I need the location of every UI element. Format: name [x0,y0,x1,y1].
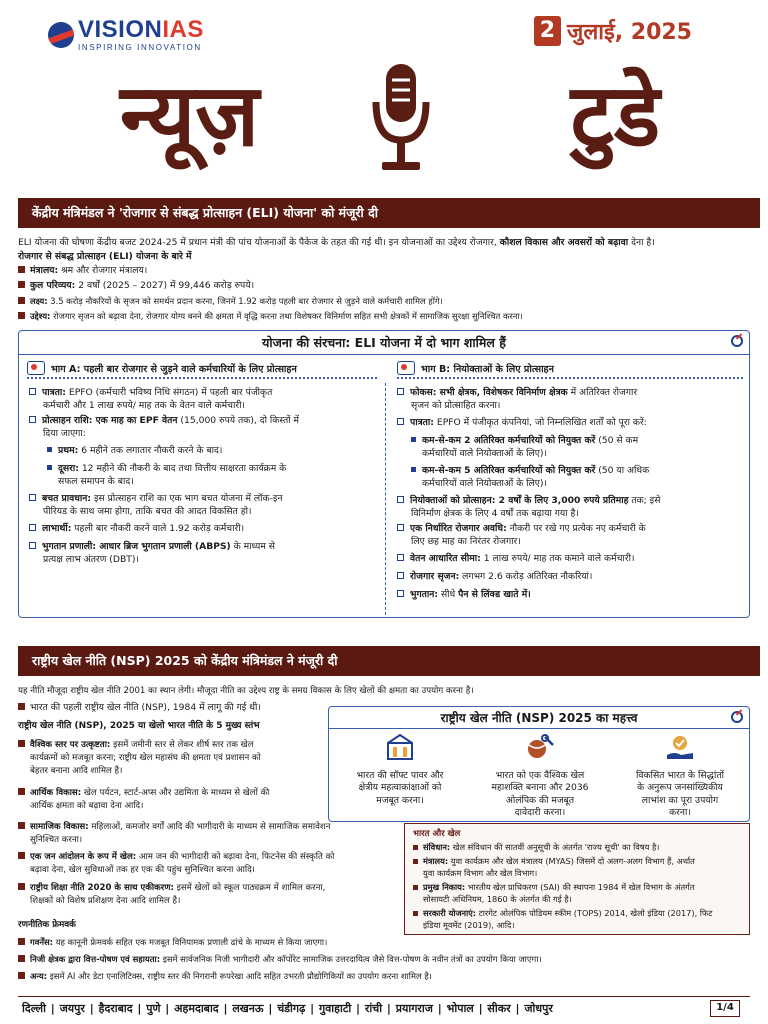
eli-point-text: 2 वर्षों (2025 – 2027) में 99,446 करोड़ रुपये। [75,280,255,291]
info-item [413,856,743,879]
part-b-item-text: (50 से कम [595,435,639,446]
date-day: 2 [534,16,561,46]
nsp-framework-item [18,952,750,966]
masthead [120,56,660,176]
nsp-framework-item [18,935,750,949]
info-item-text: युवा कार्यक्रम और खेल मंत्रालय (MYAS) जिसमें दो अलग-अलग विभाग हैं, अर्थात [448,856,695,866]
bullet-box-icon [29,494,36,501]
nsp-importance-text: के अनुरूप जनसांख्यिकीय [637,782,723,793]
part-b-item [397,387,745,412]
employees-icon [27,361,45,375]
part-b-item [397,571,745,584]
bullet-box-icon [29,542,36,549]
bullet-square-icon [18,955,25,962]
part-a-item-text2: प्रत्यक्ष लाभ अंतरण (DBT)। [43,553,139,565]
bullet-box-icon [397,418,404,425]
nsp-pillar-text: महिलाओं, कमजोर वर्गों आदि की भागीदारी के माध्यम से सामाजिक समावेशन [88,822,331,832]
nsp-section-title: राष्ट्रीय खेल नीति (NSP) 2025 को केंद्रीय मंत्रिमंडल ने मंजूरी दी [18,646,750,676]
bullet-square-icon [18,883,25,890]
bullet-square-icon [413,885,418,890]
microphone-icon [368,58,434,176]
nsp-pillar [18,787,324,813]
logo-tagline: INSPIRING INNOVATION [78,43,202,52]
employer-icon [397,361,415,375]
page-footer [18,996,750,1018]
part-a-item-text: इस प्रोत्साहन राशि का एक भाग बचत योजना में लॉक-इन [91,493,283,504]
part-a-item [29,541,381,566]
masthead-left-word: न्यूज़ [120,66,260,166]
info-item [413,908,743,931]
sports-ball-icon [525,733,555,761]
info-item-text2: सोसायटी अधिनियम, 1860 के अंतर्गत की गई है। [423,893,572,904]
nsp-first-point [18,701,324,715]
bullet-square-icon [18,788,25,795]
info-item-label: संविधान: [423,842,451,852]
part-b-item-text2: कर्मचारियों वाले नियोक्ताओं के लिए)। [422,477,547,489]
eli-point [18,264,750,278]
part-b-heading-text: भाग B: नियोक्ताओं के लिए प्रोत्साहन [421,364,554,375]
nsp-pillar [18,821,404,847]
eli-structure-title: योजना की संरचना: ELI योजना में दो भाग शामिल हैं [19,331,749,355]
nsp-first-point-text: भारत की पहली राष्ट्रीय खेल नीति (NSP), 1984 में लागू की गई थी। [30,702,261,713]
date-month-year: जुलाई, 2025 [567,20,692,45]
nsp-importance-text: करना। [669,807,691,818]
part-a-subitem [47,445,381,458]
part-b-subitem [411,465,745,490]
eli-point [18,279,750,293]
nsp-importance-text: भारत की सॉफ्ट पावर और [356,769,444,781]
eli-point-label: मंत्रालय: [30,265,59,276]
bullet-box-icon [29,524,36,531]
logo-name-vision: VISION [78,16,163,43]
nsp-framework-heading: रणनीतिक फ्रेमवर्क [18,920,76,930]
info-item-text2: युवा कार्यक्रम विभाग और खेल विभाग। [423,867,538,878]
part-a-item [29,415,381,440]
part-b-item-text2: विनिर्माण क्षेत्रक के लिए 4 वर्षों तक बढ़ाया गया है। [411,507,579,519]
bullet-square-icon [18,740,25,747]
footer-cities: दिल्ली | जयपुर | हैदराबाद | पुणे | अहमदाबाद | लखनऊ | चंडीगढ़ | गुवाहाटी | रांची | प्रयागराज | भोपाल | सीकर | जोधपुर [22,1002,553,1015]
part-a-heading-text: भाग A: पहली बार रोजगार से जुड़ने वाले कर्मचारियों के लिए प्रोत्साहन [51,364,297,375]
part-b-item-label: नियोक्ताओं को प्रोत्साहन: 2 वर्षों के लिए 3,000 रुपये प्रतिमाह [410,495,629,506]
part-a-item-text: EPFO (कर्मचारी भविष्य निधि संगठन) में पहली बार पंजीकृत [65,387,273,398]
nsp-importance-item [471,733,609,820]
issue-date [534,16,692,46]
nsp-framework-text: इसमें AI और डेटा एनालिटिक्स, राष्ट्रीय स्तर की निगरानी रूपरेखा आदि सहित उभरती प्रौद्योगिकियों का उपयोग करना शामिल है। [47,971,432,981]
eli-point-label: उद्देश्य: [30,311,51,321]
part-a-item [29,387,381,412]
part-a-item-label: प्रथम: [58,445,79,456]
info-item-label: सरकारी योजनाएं: [423,908,477,918]
nsp-importance-text: महाशक्ति बनाना और 2036 [491,782,589,793]
eli-intro-text-c: देना है। [628,237,655,248]
part-b-item [397,589,745,602]
eli-about-heading: रोजगार से संबद्ध प्रोत्साहन (ELI) योजना के बारे में [18,251,192,262]
part-a-item-label: भुगतान प्रणाली: आधार ब्रिज भुगतान प्रणाली (ABPS) [42,541,231,552]
part-a-item-text2: दिया जाएगा: [43,427,86,439]
bullet-square-icon [18,822,25,829]
nsp-pillar-text: खेल पर्यटन, स्टार्ट-अप्स और उद्यमिता के माध्यम से खेलों की [81,788,270,798]
info-item-text: भारतीय खेल प्राधिकरण (SAI) की स्थापना 1984 में खेल विभाग के अंतर्गत [465,882,695,892]
part-b-item-text2: पैन से लिंक्ड खाते में। [458,589,531,600]
nsp-pillar [18,882,404,908]
part-a-item-label: बचत प्रावधान: [42,493,92,504]
bullet-square-icon [18,703,25,710]
policy-icon [385,733,415,761]
info-item-text: खेल संविधान की सातवीं अनुसूची के अंतर्गत 'राज्य सूची' का विषय है। [450,842,660,852]
bullet-square-icon [18,312,25,319]
nsp-importance-text: क्षेत्रीय महत्वाकांक्षाओं को [358,782,442,793]
page-number: 1/4 [710,1000,740,1017]
nsp-importance-text: मजबूत करना। [376,794,424,806]
nsp-pillar-text3: बेहतर बनाना आदि शामिल है। [30,766,123,776]
part-b-item-text: लगभग 2.6 करोड़ अतिरिक्त नौकरियां। [459,571,593,582]
part-b-item-label: भुगतान: [410,589,439,600]
part-a-item-text: 12 महीने की नौकरी के बाद तथा वित्तीय साक्षरता कार्यक्रम के [78,463,287,474]
part-a-item [29,523,381,536]
nsp-pillar-text: आम जन की भागीदारी को बढ़ावा देना, फिटनेस की संस्कृति को [136,852,335,862]
part-b-item-text: EPFO में पंजीकृत कंपनियां, जो निम्नलिखित शर्तों को पूरा करें: [433,417,647,428]
bullet-box-icon [397,572,404,579]
nsp-importance-text: ओलंपिक की मजबूत [505,794,575,806]
part-a-heading [27,361,377,379]
nsp-importance-text: भारत को एक वैश्विक खेल [495,769,585,781]
page-header [0,0,768,190]
part-b-item-text: में अतिरिक्त रोजगार [567,387,638,398]
nsp-framework-text: यह कानूनी फ्रेमवर्क सहित एक मजबूत विनियामक प्रणाली ढांचे के माध्यम से किया जाएगा। [53,937,328,947]
eli-point [18,294,750,308]
nsp-pillar-text: इसमें खेलों को स्कूल पाठ्यक्रम में शामिल करना, [173,883,326,893]
part-b-subitem [411,435,745,460]
bullet-square-icon [18,972,25,979]
bullet-square-icon [18,852,25,859]
nsp-pillar [18,851,404,877]
part-b-item-text: 1 लाख रुपये/ माह तक कमाने वाले कर्मचारी। [480,553,635,564]
bullet-dot-icon [47,465,52,470]
part-a-item-label: प्रोत्साहन राशि: एक माह का EPF वेतन [42,415,178,426]
bullet-box-icon [397,524,404,531]
part-a-item-text: के माध्यम से [230,541,275,552]
eli-intro [18,236,750,250]
part-b-item [397,553,745,566]
eli-intro-text-a: ELI योजना की घोषणा केंद्रीय बजट 2024-25 में प्रधान मंत्री की पांच योजनाओं के पैकेज के तहत की गई थी। इन योजनाओं का उद्देश्य रोजगार, [18,237,500,248]
nsp-importance-item [611,733,749,820]
eli-point-text: 3.5 करोड़ नौकरियों के सृजन को समर्थन प्रदान करना, जिनमें 1.92 करोड़ पहली बार रोजगार से जुड़ने वाले कर्मचारी शामिल होंगे। [47,296,443,306]
eli-point [18,309,750,323]
bullet-square-icon [18,297,25,304]
info-item-text2: इंडिया मूवमेंट (2019), आदि। [423,919,515,930]
masthead-right-word: टुडे [570,66,660,166]
bullet-box-icon [397,496,404,503]
part-a-item-text2: कर्मचारी और 1 लाख रुपये/ माह तक के वेतन वाले कर्मचारी। [43,399,246,411]
nsp-pillar-text2: सुनिश्चित करना। [30,835,83,845]
bullet-square-icon [18,938,25,945]
info-box-heading: भारत और खेल [413,829,461,839]
bullet-square-icon [413,859,418,864]
part-b-item-text2: सृजन को प्रोत्साहित करना। [411,399,501,411]
part-a-subitem [47,463,381,488]
info-item [413,882,743,905]
india-sports-info-box [404,823,750,935]
nsp-framework-label: निजी क्षेत्रक द्वारा वित्त-पोषण एवं सहायता: [30,954,161,964]
part-b-item-text2: कर्मचारियों वाले नियोक्ताओं के लिए)। [422,447,547,459]
nsp-importance-text: लाभांश का पूरा उपयोग [641,794,719,806]
nsp-pillar-label: आर्थिक विकास: [30,788,82,798]
info-item-label: प्रमुख निकाय: [423,882,466,892]
part-b-item-label: फोकस: सभी क्षेत्रक, विशेषकर विनिर्माण क्षेत्रक [410,387,568,398]
bullet-square-icon [18,266,25,273]
nsp-framework-label: गवर्नेंस: [30,937,54,947]
part-b-item-text: (50 या अधिक [595,465,650,476]
column-divider [385,383,386,615]
bullet-box-icon [397,590,404,597]
part-b-item-label: रोजगार सृजन: [410,571,460,582]
part-a-item-label: दूसरा: [58,463,79,474]
nsp-pillar [18,739,324,778]
bullet-dot-icon [411,437,416,442]
nsp-pillar-label: एक जन आंदोलन के रूप में खेल: [30,852,137,862]
part-b-item-text: तक; इसे [628,495,661,506]
part-b-item [397,495,745,520]
nsp-framework-label: अन्य: [30,971,48,981]
eli-section-title: केंद्रीय मंत्रिमंडल ने 'रोजगार से संबद्ध प्रोत्साहन (ELI) योजना' को मंजूरी दी [18,198,750,228]
nsp-importance-text: विकसित भारत के सिद्धांतों [636,769,724,781]
part-b-item [397,417,745,430]
part-b-item [397,523,745,548]
nsp-importance-item [331,733,469,807]
bullet-dot-icon [411,467,416,472]
part-a-item [29,493,381,518]
info-item-label: मंत्रालय: [423,856,449,866]
part-b-item-text: सीधे [438,589,459,600]
bullet-square-icon [413,845,418,850]
nsp-importance-text: दावेदारी करना। [514,807,566,818]
vision-corner-icon [731,335,743,347]
nsp-pillar-label: वैश्विक स्तर पर उत्कृष्टता: [30,740,111,750]
nsp-pillars-heading: राष्ट्रीय खेल नीति (NSP), 2025 या खेलो भारत नीति के 5 मुख्य स्तंभ [18,721,260,731]
nsp-importance-title: राष्ट्रीय खेल नीति (NSP) 2025 का महत्त्व [329,707,749,729]
bullet-box-icon [29,416,36,423]
part-b-item-label: कम-से-कम 2 अतिरिक्त कर्मचारियों को नियुक्त करें [422,435,596,446]
nsp-pillar-text: इसमें जमीनी स्तर से लेकर शीर्ष स्तर तक खेल [110,740,254,750]
logo-globe-icon [48,22,74,48]
info-item [413,842,743,854]
eli-structure-box [18,330,750,618]
bullet-dot-icon [47,447,52,452]
eli-intro-bold: कौशल विकास और अवसरों को बढ़ावा [499,237,629,248]
part-b-heading [397,361,743,379]
vision-ias-logo [48,18,204,52]
bullet-box-icon [29,388,36,395]
eli-point-label: लक्ष्य: [30,296,48,306]
nsp-pillar-text2: बढ़ावा देना, खेल सुविधाओं तक हर एक की पहुंच सुनिश्चित करना आदि। [30,865,255,875]
nsp-importance-box [328,706,750,822]
nsp-framework-text: इसमें सार्वजनिक निजी भागीदारी और कॉर्पोरेट सामाजिक उत्तरदायित्व जैसे वित्त-पोषण के नवीन तंत्रों का उपयोग किया जाएगा। [160,954,542,964]
part-b-item-label: एक निर्धारित रोजगार अवधि: [410,523,507,534]
part-a-item-text2: पीरियड के साथ जमा होगा, ताकि बचत की आदत विकसित हो। [43,505,252,517]
nsp-framework-item [18,969,750,983]
nsp-pillar-label: सामाजिक विकास: [30,822,89,832]
part-a-item-text: (15,000 रुपये तक), दो किस्तों में [177,415,299,426]
part-b-item-label: कम-से-कम 5 अतिरिक्त कर्मचारियों को नियुक्त करें [422,465,596,476]
part-a-item-label: पात्रता: [42,387,66,398]
nsp-pillar-text2: शिक्षकों को विशेष प्रशिक्षण देना आदि शामिल है। [30,896,181,906]
eli-point-text: रोजगार सृजन को बढ़ावा देना, रोजगार योग्य बनने की क्षमता में वृद्धि करना तथा विशेषकर विनिर्माण सहित सभी क्षेत्रकों में सामाजिक सुरक्षा सुनिश्चित करना। [50,311,523,321]
nsp-pillar-text2: कार्यक्रमों को मजबूत करना; राष्ट्रीय खेल महासंघ की क्षमता एवं प्रशासन को [30,753,261,763]
part-a-item-text: 6 महीने तक लगातार नौकरी करने के बाद। [78,445,223,456]
part-b-item-text: नौकरी पर रखे गए प्रत्येक नए कर्मचारी के [506,523,646,534]
nsp-pillar-label: राष्ट्रीय शिक्षा नीति 2020 के साथ एकीकरण: [30,883,174,893]
eli-point-text: श्रम और रोजगार मंत्रालय। [58,265,148,276]
part-b-item-text2: लिए छह माह का निरंतर रोजगार। [411,535,521,547]
part-a-item-text: पहली बार नौकरी करने वाले 1.92 करोड़ कर्मचारी। [71,523,245,534]
part-b-item-label: पात्रता: [410,417,434,428]
part-a-item-text2: सफल समापन के बाद। [58,475,134,487]
nsp-intro: यह नीति मौजूदा राष्ट्रीय खेल नीति 2001 का स्थान लेगी। मौजूदा नीति का उद्देश्य राष्ट्र के समग्र विकास के लिए खेलों की क्षमता का उपयोग करना है। [18,686,474,696]
logo-name-ias: IAS [162,16,204,43]
eli-point-label: कुल परिव्यय: [30,280,76,291]
bullet-square-icon [413,911,418,916]
nsp-pillar-text2: आर्थिक क्षमता को बढ़ावा देना आदि। [30,801,144,811]
bullet-square-icon [18,281,25,288]
part-b-item-label: वेतन आधारित सीमा: [410,553,481,564]
bullet-box-icon [397,388,404,395]
vision-corner-icon [731,711,743,723]
info-item-text: टारगेट ओलंपिक पोडियम स्कीम (TOPS) 2014, खेलो इंडिया (2017), फिट [476,908,713,918]
growth-hand-icon [665,733,695,761]
part-a-item-label: लाभार्थी: [42,523,72,534]
bullet-box-icon [397,554,404,561]
